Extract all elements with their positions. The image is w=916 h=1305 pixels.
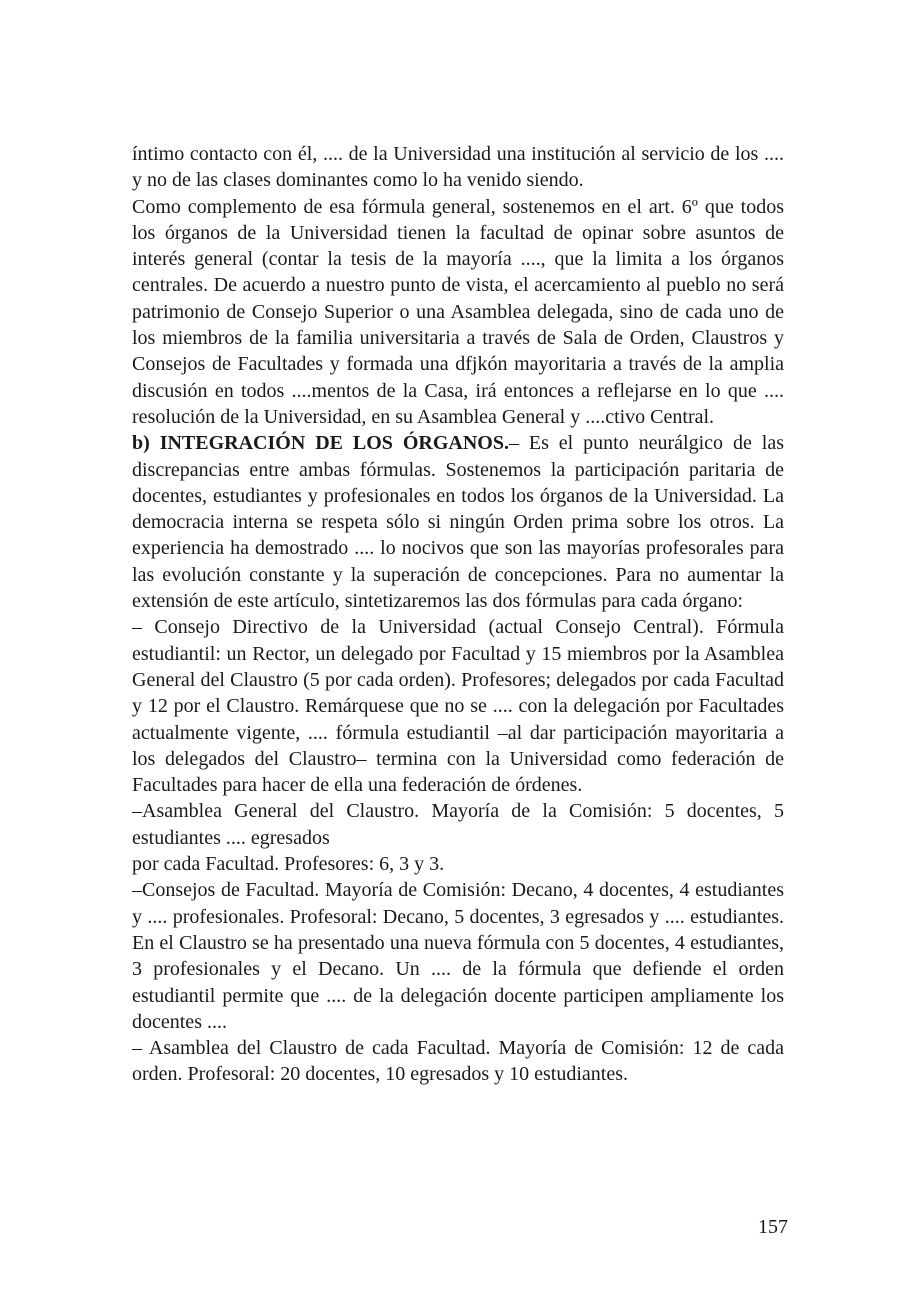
- paragraph: [132, 614, 784, 798]
- paragraph-text: Como complemento de esa fórmula general, sostenemos en el art. 6º que todos los órganos de la Universidad tienen la facultad de opinar sobre asuntos de interés general (contar la tesis de la mayoría ...., que la limita a los órganos centrales. De acuerdo a nuestro punto de vista, el acercamiento al pueblo no será patrimonio de Consejo Superior o una Asamblea delegada, sino de cada uno de los miembros de la familia universitaria a través de Sala de Orden, Claustros y Consejos de Facultades y formada una dfjkón mayoritaria a través de la amplia discusión en todos ....mentos de la Casa, irá entonces a reflejarse en lo que .... resolución de la Universidad, en su Asamblea General y ....ctivo Central.: [132, 195, 784, 428]
- paragraph: [132, 1035, 784, 1088]
- paragraph: [132, 851, 784, 877]
- paragraph-text: por cada Facultad. Profesores: 6, 3 y 3.: [132, 853, 445, 876]
- paragraph-text: – Es el punto neurálgico de las discrepancias entre ambas fórmulas. Sostenemos la participación paritaria de docentes, estudiantes y profesionales en todos los órganos de la Universidad. La democracia interna se respeta sólo si ningún Orden prima sobre los otros. La experiencia ha demostrado .... lo nocivos que son las mayorías profesorales para las evolución constante y la superación de concepciones. Para no aumentar la extensión de este artículo, sintetizaremos las dos fórmulas para cada órgano:: [132, 432, 784, 613]
- paragraph: [132, 877, 784, 1035]
- paragraph: [132, 430, 784, 614]
- page-number: 157: [758, 1216, 788, 1238]
- paragraph-text: – Consejo Directivo de la Universidad (actual Consejo Central). Fórmula estudiantil: un Rector, un delegado por Facultad y 15 miembros por la Asamblea General del Claustro (5 por cada orden). Profesores; delegados por cada Facultad y 12 por el Claustro. Remárquese que no se .... con la delegación por Facultades actualmente vigente, .... fórmula estudiantil –al dar participación mayoritaria a los delegados del Claustro– termina con la Universidad como federación de Facultades para hacer de ella una federación de órdenes.: [132, 616, 784, 797]
- paragraph: [132, 194, 784, 431]
- paragraph-text: – Asamblea del Claustro de cada Facultad. Mayoría de Comisión: 12 de cada orden. Profesoral: 20 docentes, 10 egresados y 10 estudiantes.: [132, 1037, 784, 1086]
- paragraph: [132, 798, 784, 851]
- paragraph-text: –Consejos de Facultad. Mayoría de Comisión: Decano, 4 docentes, 4 estudiantes y .... profesionales. Profesoral: Decano, 5 docentes, 3 egresados y .... estudiantes. En el Claustro se ha presentado una nueva fórmula con 5 docentes, 4 estudiantes, 3 profesionales y el Decano. Un .... de la fórmula que defiende el orden estudiantil permite que .... de la delegación docente participen ampliamente los docentes ....: [132, 879, 784, 1033]
- body-text: [132, 141, 784, 1088]
- paragraph-text: –Asamblea General del Claustro. Mayoría de la Comisión: 5 docentes, 5 estudiantes .... egresados: [132, 800, 784, 849]
- paragraph: [132, 141, 784, 194]
- paragraph-text: íntimo contacto con él, .... de la Universidad una institución al servicio de los .... y no de las clases dominantes como lo ha venido siendo.: [132, 143, 784, 192]
- section-heading: b) INTEGRACIÓN DE LOS ÓRGANOS.: [132, 432, 509, 455]
